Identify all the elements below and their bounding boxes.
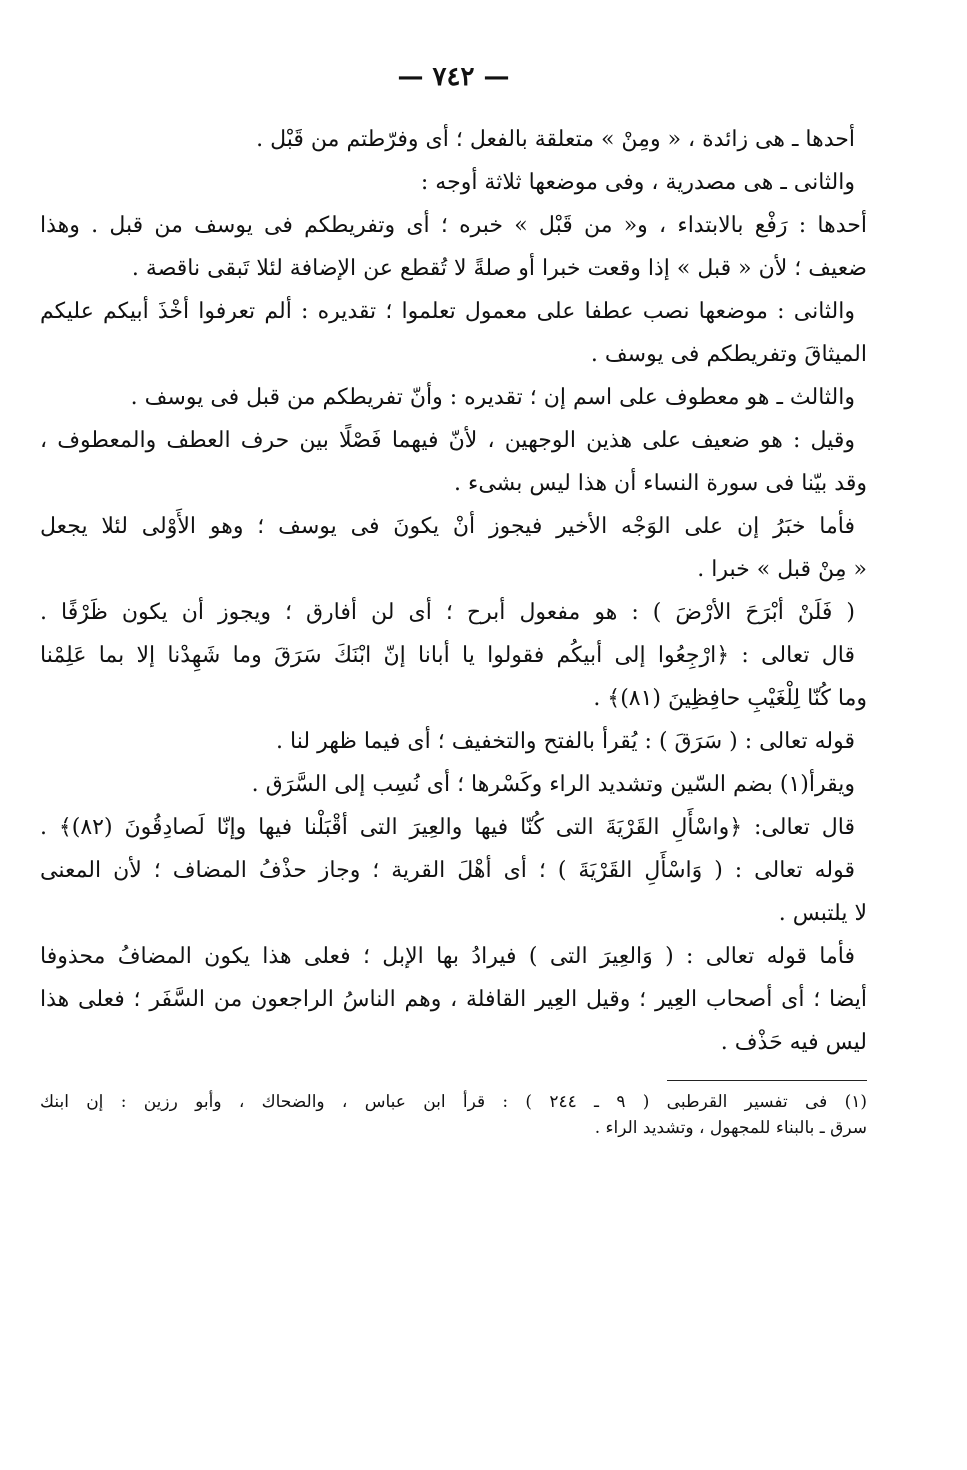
text-line: قال تعالى: ﴿واسْأَلِ القَرْيَةَ التى كُنّا فيها والعِيرَ التى أقْبَلْنا فيها وإنّا لَصادِقُونَ (٨٢)﴾ . (40, 815, 855, 840)
text-line: فأما قوله تعالى : ( وَالعِيرَ التى ) فيرادُ بها الإبل ؛ فعلى هذا يكون المضافُ محذوفا (40, 944, 855, 969)
text-line: وقيل : هو ضعيف على هذين الوجهين ، لأنّ فيهما فَصْلًا بين حرف العطف والمعطوف ، (40, 428, 855, 453)
text-line: أحدها : رَفْع بالابتداء ، و« من قَبْل » خبره ؛ أى وتفريطكم فى يوسف من قبل . وهذا (40, 213, 867, 238)
page-number: — ٧٤٢ — (397, 62, 510, 92)
text-line: الميثاقَ وتفريطكم فى يوسف . (590, 342, 867, 367)
text-line: قال تعالى : ﴿ارْجِعُوا إلى أبيكُم فقولوا يا أبانا إنّ ابْنَكَ سَرَقَ وما شَهِدْنا إلا بما عَلِمْنا (40, 643, 855, 668)
text-line: فأما خبَرُ إن على الوَجْه الأخير فيجوز أنْ يكونَ فى يوسف ؛ وهو الأَوْلى لئلا يجعل (40, 514, 855, 539)
body-text (40, 118, 867, 1064)
text-line: والثانى ـ هى مصدرية ، وفى موضعها ثلاثة أوجه : (420, 170, 855, 195)
text-line: وما كُنّا لِلْغَيْبِ حافِظِينَ (٨١)﴾ . (593, 686, 867, 711)
text-line: أحدها ـ هى زائدة ، « ومِنْ » متعلقة بالفعل ؛ أى وفرّطتم من قَبْل . (256, 127, 855, 152)
text-line: ليس فيه حَذْف . (720, 1030, 867, 1055)
text-line: قوله تعالى : ( سَرَقَ ) : يُقرأ بالفتح والتخفيف ؛ أى فيما ظهر لنا . (276, 729, 855, 754)
text-line: قوله تعالى : ( وَاسْأَلِ القَرْيَةَ ) ؛ أى أهْلَ القرية ؛ وجاز حذْفُ المضاف ؛ لأن المعنى (40, 858, 855, 883)
text-line: ضعيف ؛ لأن « قبل » إذا وقعت خبرا أو صلةً لا تُقطع عن الإضافة لئلا تَبقى ناقصة . (131, 256, 867, 281)
footnotes (40, 1089, 867, 1141)
text-line: والثانى : موضعها نصب عطفا على معمول تعلموا ؛ تقديره : ألم تعرفوا أخْذَ أبيكم عليكم (40, 299, 855, 324)
text-line: وقد بيّنا فى سورة النساء أن هذا ليس بشىء . (453, 471, 867, 496)
text-line: ( فَلَنْ أبْرَحَ الأرْضَ ) : هو مفعول أبرح ؛ أى لن أفارق ؛ ويجوز أن يكون ظَرْفًا . (40, 600, 855, 625)
text-line: ويقرأ(١) بضم السّين وتشديد الراء وكَسْرها ؛ أى نُسِب إلى السَّرَق . (251, 772, 855, 797)
text-line: لا يلتبس . (778, 901, 867, 926)
text-line: والثالث ـ هو معطوف على اسم إن ؛ تقديره : وأنّ تفريطكم من قبل فى يوسف . (130, 385, 855, 410)
text-line: أيضا ؛ أى أصحاب العِير ؛ وقيل العِير القافلة ، وهم الناسُ الراجعون من السَّفَر ؛ فعلى هذا (40, 987, 867, 1012)
footnote-line: سرق ـ بالبناء للمجهول ، وتشديد الراء . (594, 1118, 867, 1138)
footnote-line: (١) فى تفسير القرطبى ( ٩ ـ ٢٤٤ ) : قرأ ابن عباس ، والضحاك ، وأبو رزين : إن ابنك (40, 1092, 867, 1112)
footnote-separator (667, 1080, 867, 1081)
text-line: « مِنْ قبل » خبرا . (697, 557, 867, 582)
